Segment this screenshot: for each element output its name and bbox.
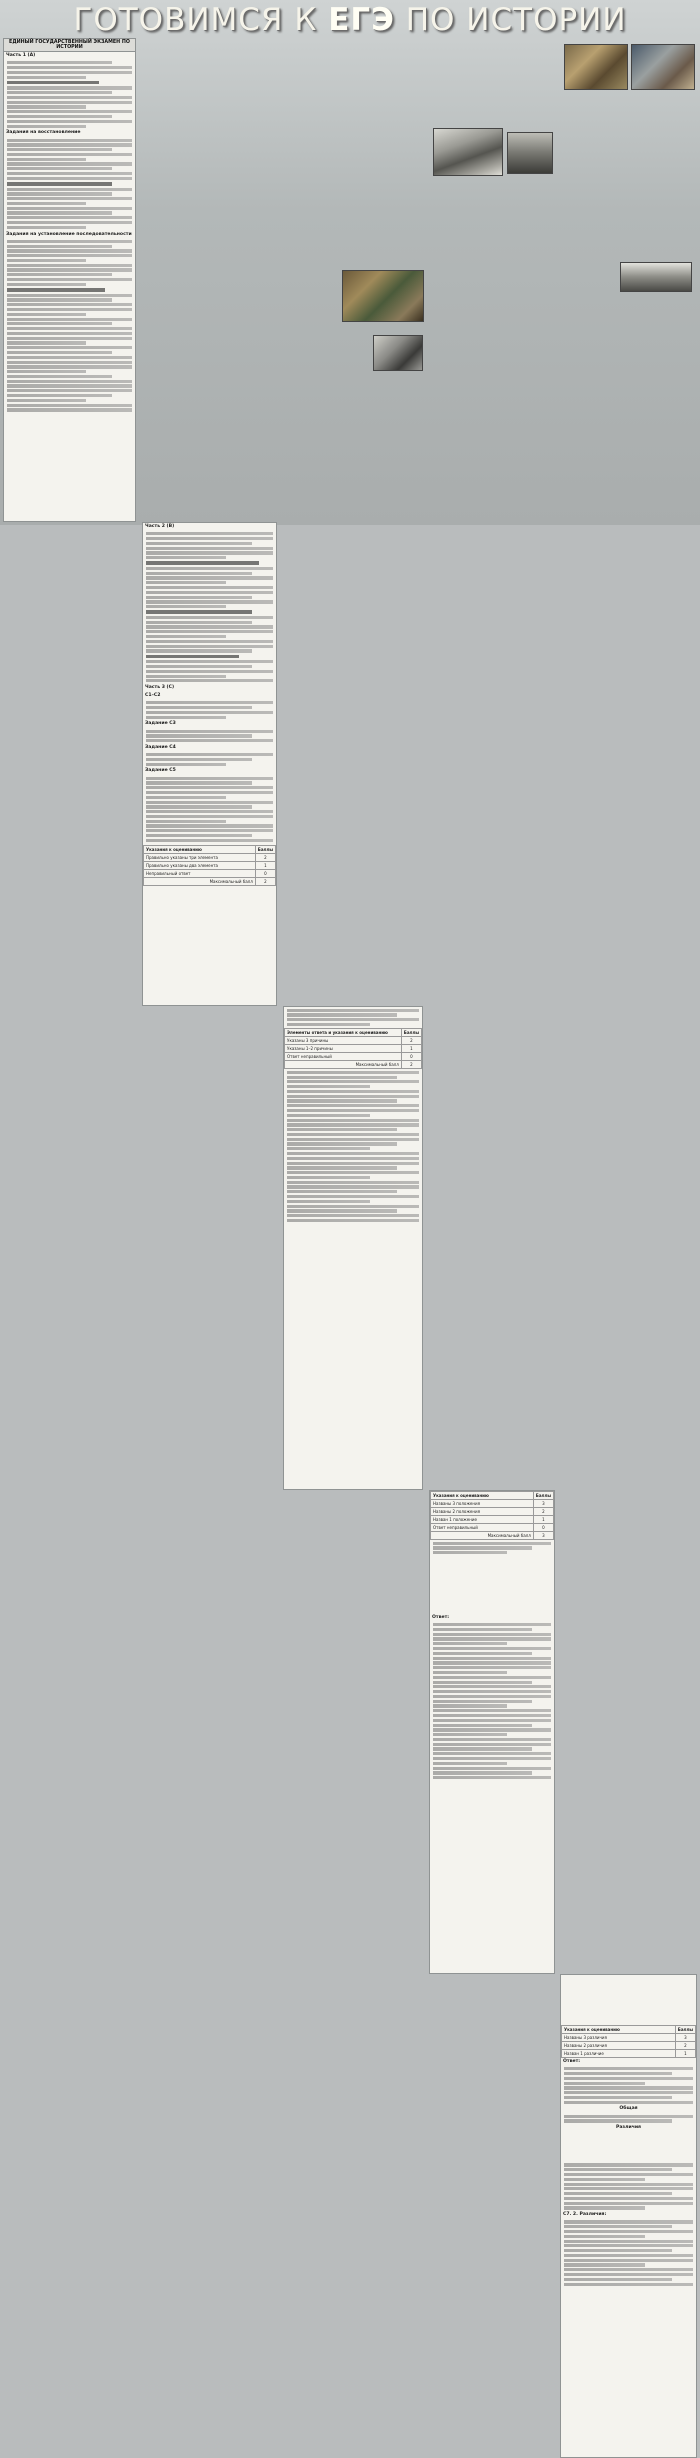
max-label: Максимальный балл [431,1532,534,1540]
score-header: Баллы [533,1492,553,1500]
max-label: Максимальный балл [285,1061,402,1069]
row-text: Названы 2 различия [562,2042,676,2050]
part2-label: Задания на восстановление [6,130,81,136]
column-1-exam-structure [3,38,136,522]
row-score: 0 [533,1524,553,1532]
table-row [431,1516,554,1524]
row-text: Указаны 3 причины [285,1037,402,1045]
part1-label: Часть 1 (А) [6,53,36,58]
soldiers-photo [433,128,503,176]
max-value: 3 [533,1532,553,1540]
column-4-answers [429,1490,555,1974]
part3-label: Задания на установление последовательности [6,231,132,237]
block-c3-label: Задание С3 [145,721,176,727]
row-score: 2 [255,853,275,861]
max-value: 2 [255,877,275,885]
row-score: 2 [401,1037,421,1045]
column-5-comparison [560,1974,697,2458]
table-row [144,869,276,877]
row-score: 3 [533,1500,553,1508]
column-1-header: ЕДИНЫЙ ГОСУДАРСТВЕННЫЙ ЭКЗАМЕН ПО ИСТОРИИ [4,39,135,52]
col2-scoring-table [143,845,276,886]
col5-scoring-table [561,2025,696,2058]
table-row [431,1532,554,1540]
block-c4-label: Задание С4 [145,744,176,750]
c7-differences-label: С7. 2. Различия: [563,2212,607,2218]
table-row [285,1045,422,1053]
table-row [431,1500,554,1508]
row-score: 1 [401,1045,421,1053]
score-header: Баллы [255,845,275,853]
answer-label: Ответ: [563,2059,581,2064]
row-score: 0 [255,869,275,877]
row-text: Указаны 1–2 причины [285,1045,402,1053]
row-text: Неправильный ответ [144,869,256,877]
row-score: 1 [675,2050,695,2058]
table-header: Указания к оцениванию [144,845,256,853]
row-score: 0 [401,1053,421,1061]
differences-label: Различия [615,2125,642,2131]
table-row [562,2050,696,2058]
row-text: Правильно указаны три элемента [144,853,256,861]
row-score: 1 [533,1516,553,1524]
row-text: Правильно указаны два элемента [144,861,256,869]
answer-label: Ответ: [432,1614,450,1620]
row-score: 2 [533,1508,553,1516]
table-row [285,1061,422,1069]
table-row [144,853,276,861]
factory-photo [507,132,553,174]
row-score: 3 [675,2034,695,2042]
historical-painting [631,44,695,90]
row-text: Назван 1 положение [431,1516,534,1524]
table-header: Указания к оцениванию [431,1492,534,1500]
table-row [285,1037,422,1045]
painting-image [342,270,424,322]
table-header: Указания к оцениванию [562,2026,676,2034]
table-row [562,2042,696,2050]
block-c1-label: С1–С2 [145,693,161,699]
row-text: Ответ неправильный [285,1053,402,1061]
block-c5-label: Задание С5 [145,768,176,774]
table-row [431,1524,554,1532]
title-text-end: ПО ИСТОРИИ [394,2,627,38]
col3-scoring-table-top [284,1028,422,1069]
row-score: 2 [675,2042,695,2050]
part-b-label: Часть 2 (В) [145,524,175,529]
score-header: Баллы [401,1029,421,1037]
portrait-image [373,335,423,371]
battle-painting [564,44,628,90]
row-text: Ответ неправильный [431,1524,534,1532]
row-score: 1 [255,861,275,869]
poster-title [0,2,700,38]
common-label: Общая [619,2106,638,2112]
crowd-photo [620,262,692,292]
row-text: Названы 3 различия [562,2034,676,2042]
col4-scoring-table-top [430,1491,554,1540]
table-row [144,877,276,885]
row-text: Названы 2 положения [431,1508,534,1516]
table-header: Элементы ответа и указания к оцениванию [285,1029,402,1037]
table-row [431,1508,554,1516]
max-label: Максимальный балл [144,877,256,885]
column-2-part-b-c [142,522,277,1006]
max-value: 2 [401,1061,421,1069]
table-row [562,2034,696,2042]
row-text: Названы 3 положения [431,1500,534,1508]
table-row [285,1053,422,1061]
title-text-start: ГОТОВИМСЯ К [73,2,329,38]
table-row [144,861,276,869]
row-text: Назван 1 различие [562,2050,676,2058]
title-text-ege: ЕГЭ [328,2,395,38]
column-3-part-c [283,1006,423,1490]
part-c-label: Часть 3 (С) [145,685,175,691]
score-header: Баллы [675,2026,695,2034]
